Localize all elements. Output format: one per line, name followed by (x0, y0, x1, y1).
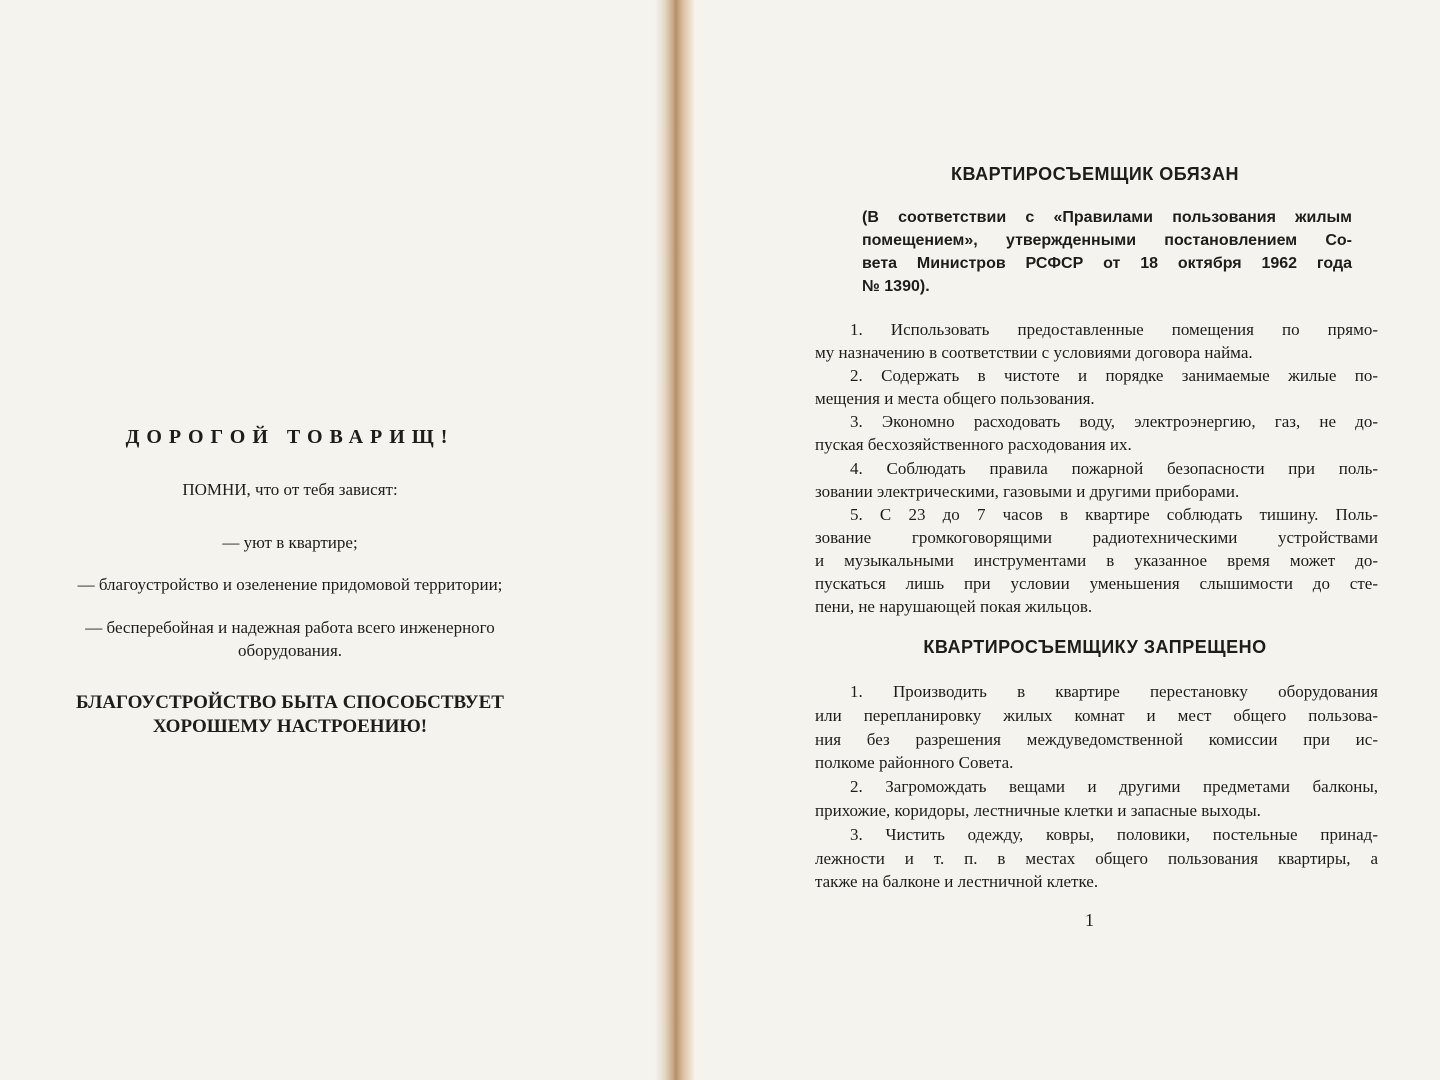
legal-reference-line: (В соответствии с «Правилами пользования жилым (862, 209, 1352, 226)
page-fold (655, 0, 695, 1080)
legal-reference-line: № 1390). (862, 278, 930, 295)
paragraph-line: 2. Загромождать вещами и другими предметами балконы, (850, 777, 1378, 797)
paragraph-line: или перепланировку жилых комнат и мест общего пользова- (815, 705, 1378, 725)
paragraph-line: также на балконе и лестничной клетке. (815, 872, 1099, 892)
paragraph-line: пуская бесхозяйственного расходования их. (815, 435, 1132, 455)
list-item-continuation: оборудования. (237, 641, 343, 660)
paragraph-line: 5. С 23 до 7 часов в квартире соблюдать тишину. Поль- (850, 504, 1378, 524)
paragraph-line: пени, не нарушающей покая жильцов. (815, 597, 1093, 617)
slogan-line: ХОРОШЕМУ НАСТРОЕНИЮ! (152, 716, 428, 737)
page-number: 1 (1085, 910, 1094, 930)
paragraph-line: прихожие, коридоры, лестничные клетки и запасные выходы. (815, 800, 1261, 820)
greeting: ДОРОГОЙ ТОВАРИЩ! (125, 426, 455, 448)
heading-prohibitions: КВАРТИРОСЪЕМЩИКУ ЗАПРЕЩЕНО (923, 637, 1267, 657)
paragraph-line: и музыкальными инструментами в указанное время может до- (815, 550, 1378, 570)
list-item: — бесперебойная и надежная работа всего инженерного (85, 618, 495, 637)
paragraph-line: зовании электрическими, газовыми и другими приборами. (815, 481, 1240, 501)
prohibitions-list (815, 680, 1378, 894)
paragraph-line: зование громкоговорящими радиотехническими устройствами (815, 527, 1378, 547)
legal-reference-line: вета Министров РСФСР от 18 октября 1962 года (862, 255, 1352, 272)
paragraph-line: пускаться лишь при условии уменьшения слышимости до сте- (815, 574, 1378, 594)
paragraph-line: 1. Производить в квартире перестановку оборудования (850, 682, 1378, 701)
obligations-list (815, 318, 1378, 618)
list-item: — уют в квартире; (222, 533, 358, 552)
paragraph-line: 4. Соблюдать правила пожарной безопасности при поль- (850, 458, 1378, 478)
paragraph-line: 3. Экономно расходовать воду, электроэнергию, газ, не до- (850, 412, 1378, 432)
paragraph-line: 2. Содержать в чистоте и порядке занимаемые жилые по- (850, 366, 1378, 386)
heading-obligations: КВАРТИРОСЪЕМЩИК ОБЯЗАН (951, 164, 1239, 184)
legal-reference (862, 206, 1352, 298)
slogan-line: БЛАГОУСТРОЙСТВО БЫТА СПОСОБСТВУЕТ (76, 692, 504, 713)
remember-line: ПОМНИ, что от тебя зависят: (182, 480, 398, 499)
paragraph-line: полкоме районного Совета. (815, 753, 1014, 773)
paragraph-line: ния без разрешения междуведомственной комиссии при ис- (815, 729, 1378, 749)
left-page (0, 0, 650, 1080)
paragraph-line: му назначению в соответствии с условиями договора найма. (815, 343, 1253, 363)
legal-reference-line: помещением», утвержденными постановлением Со- (862, 232, 1352, 249)
list-item: — благоустройство и озеленение придомовой территории; (77, 575, 503, 594)
right-page (700, 0, 1440, 1080)
paragraph-line: лежности и т. п. в местах общего пользования квартиры, а (815, 848, 1378, 868)
paragraph-line: 3. Чистить одежду, ковры, половики, постельные принад- (850, 824, 1378, 844)
paragraph-line: 1. Использовать предоставленные помещения по прямо- (850, 320, 1378, 339)
paragraph-line: мещения и места общего пользования. (815, 389, 1095, 409)
